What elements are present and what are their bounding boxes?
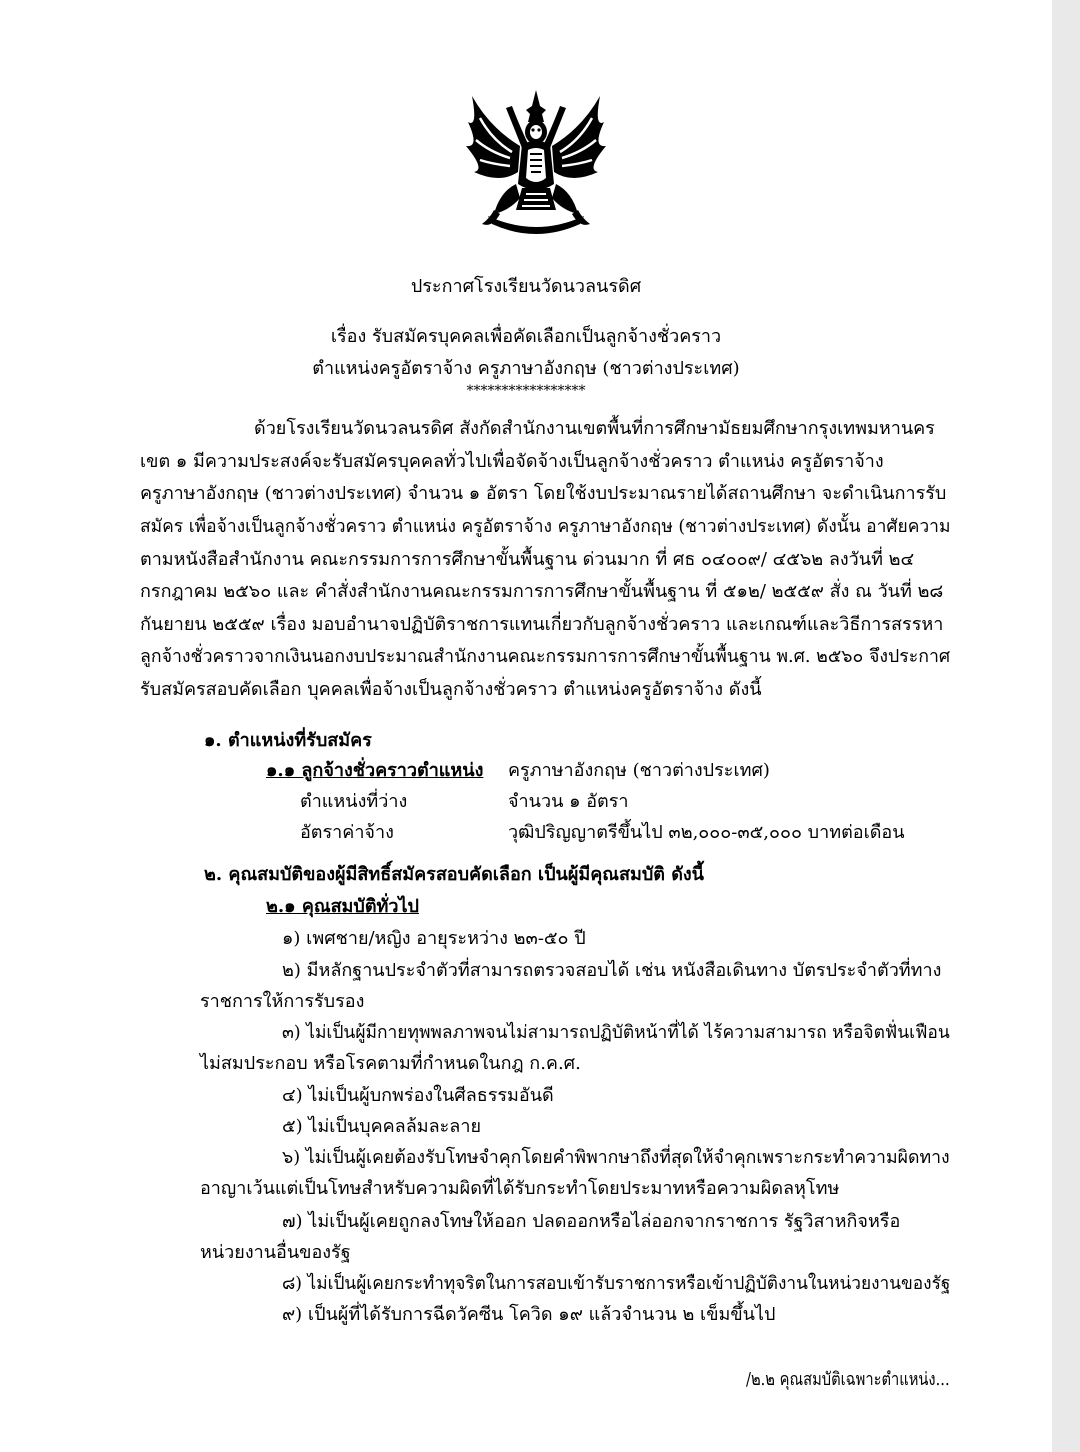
qualification-item: ๖) ไม่เป็นผู้เคยต้องรับโทษจำคุกโดยคำพิพากษาถึงที่สุดให้จำคุกเพราะกระทำความผิดทาง <box>282 1147 950 1168</box>
star-divider: ***************** <box>466 383 586 399</box>
intro-line-1: ด้วยโรงเรียนวัดนวลนรดิศ สังกัดสำนักงานเขตพื้นที่การศึกษามัธยมศึกษากรุงเทพมหานคร <box>254 418 935 439</box>
continued-note: /๒.๒ คุณสมบัติเฉพาะตำแหน่ง... <box>746 1369 950 1390</box>
intro-line-3: ครูภาษาอังกฤษ (ชาวต่างประเทศ) จำนวน ๑ อัตรา โดยใช้งบประมาณรายได้สถานศึกษา จะดำเนินการรับ <box>140 483 947 504</box>
position-value: ครูภาษาอังกฤษ (ชาวต่างประเทศ) <box>508 760 770 781</box>
qualification-item: ๔) ไม่เป็นผู้บกพร่องในศีลธรรมอันดี <box>282 1085 554 1106</box>
qualification-item-cont: ไม่สมประกอบ หรือโรคตามที่กำหนดในกฎ ก.ค.ศ. <box>200 1053 581 1074</box>
wage-value: วุฒิปริญญาตรีขึ้นไป ๓๒,๐๐๐-๓๕,๐๐๐ บาทต่อเดือน <box>508 822 905 843</box>
intro-line-9: รับสมัครสอบคัดเลือก บุคคลเพื่อจ้างเป็นลูกจ้างชั่วคราว ตำแหน่งครูอัตราจ้าง ดังนี้ <box>140 679 762 700</box>
garuda-emblem-icon <box>460 88 612 238</box>
vacancy-value: จำนวน ๑ อัตรา <box>508 791 629 812</box>
qualification-item: ๗) ไม่เป็นผู้เคยถูกลงโทษให้ออก ปลดออกหรือไล่ออกจากราชการ รัฐวิสาหกิจหรือ <box>282 1211 901 1232</box>
qualification-item: ๘) ไม่เป็นผู้เคยกระทำทุจริตในการสอบเข้ารับราชการหรือเข้าปฏิบัติงานในหน่วยงานของรัฐ <box>282 1273 951 1294</box>
vacancy-label: ตำแหน่งที่ว่าง <box>300 791 408 812</box>
intro-line-7: กันยายน ๒๕๕๙ เรื่อง มอบอำนาจปฏิบัติราชการแทนเกี่ยวกับลูกจ้างชั่วคราว และเกณฑ์และวิธีการสรรหา <box>140 614 944 635</box>
section2-heading: ๒. คุณสมบัติของผู้มีสิทธิ์สมัครสอบคัดเลือก เป็นผู้มีคุณสมบัติ ดังนี้ <box>204 864 704 885</box>
qualification-item: ๑) เพศชาย/หญิง อายุระหว่าง ๒๓-๕๐ ปี <box>282 928 586 949</box>
wage-label: อัตราค่าจ้าง <box>300 822 394 843</box>
section2-sub-heading: ๒.๑ คุณสมบัติทั่วไป <box>266 896 419 917</box>
section1-heading: ๑. ตำแหน่งที่รับสมัคร <box>204 730 372 751</box>
qualification-item: ๙) เป็นผู้ที่ได้รับการฉีดวัคซีน โควิด ๑๙ แล้วจำนวน ๒ เข็มขึ้นไป <box>282 1304 776 1325</box>
intro-line-8: ลูกจ้างชั่วคราวจากเงินนอกงบประมาณสำนักงานคณะกรรมการการศึกษาขั้นพื้นฐาน พ.ศ. ๒๕๖๐ จึงประกาศ <box>140 646 951 667</box>
intro-line-5: ตามหนังสือสำนักงาน คณะกรรมการการศึกษาขั้นพื้นฐาน ด่วนมาก ที่ ศธ ๐๔๐๐๙/ ๔๕๖๒ ลงวันที่ ๒๔ <box>140 549 915 570</box>
subject-line-2: ตำแหน่งครูอัตราจ้าง ครูภาษาอังกฤษ (ชาวต่างประเทศ) <box>312 358 740 379</box>
qualification-item: ๓) ไม่เป็นผู้มีกายทุพพลภาพจนไม่สามารถปฏิบัติหน้าที่ได้ ไร้ความสามารถ หรือจิตฟั่นเฟือน <box>282 1022 950 1043</box>
intro-line-2: เขต ๑ มีความประสงค์จะรับสมัครบุคคลทั่วไปเพื่อจัดจ้างเป็นลูกจ้างชั่วคราว ตำแหน่ง ครูอัตราจ้าง <box>140 451 884 472</box>
qualification-item-cont: ราชการให้การรับรอง <box>200 991 365 1012</box>
intro-line-6: กรกฎาคม ๒๕๖๐ และ คำสั่งสำนักงานคณะกรรมการการศึกษาขั้นพื้นฐาน ที่ ๕๑๒/ ๒๕๕๙ สั่ง ณ วันที่ ๒๘ <box>140 581 944 602</box>
intro-line-4: สมัคร เพื่อจ้างเป็นลูกจ้างชั่วคราว ตำแหน่ง ครูอัตราจ้าง ครูภาษาอังกฤษ (ชาวต่างประเทศ) ดังนั้น อาศัยความ <box>140 516 951 537</box>
subject-line-1: เรื่อง รับสมัครบุคคลเพื่อคัดเลือกเป็นลูกจ้างชั่วคราว <box>330 326 722 347</box>
qualification-item: ๕) ไม่เป็นบุคคลล้มละลาย <box>282 1116 481 1137</box>
qualification-item-cont: อาญาเว้นแต่เป็นโทษสำหรับความผิดที่ได้รับกระทำโดยประมาทหรือความผิดลหุโทษ <box>200 1178 840 1199</box>
section1-sub-heading: ๑.๑ ลูกจ้างชั่วคราวตำแหน่ง <box>266 760 484 781</box>
qualification-item-cont: หน่วยงานอื่นของรัฐ <box>200 1242 351 1263</box>
qualification-item: ๒) มีหลักฐานประจำตัวที่สามารถตรวจสอบได้ เช่น หนังสือเดินทาง บัตรประจำตัวที่ทาง <box>282 960 942 981</box>
announcement-title: ประกาศโรงเรียนวัดนวลนรดิศ <box>410 276 642 297</box>
